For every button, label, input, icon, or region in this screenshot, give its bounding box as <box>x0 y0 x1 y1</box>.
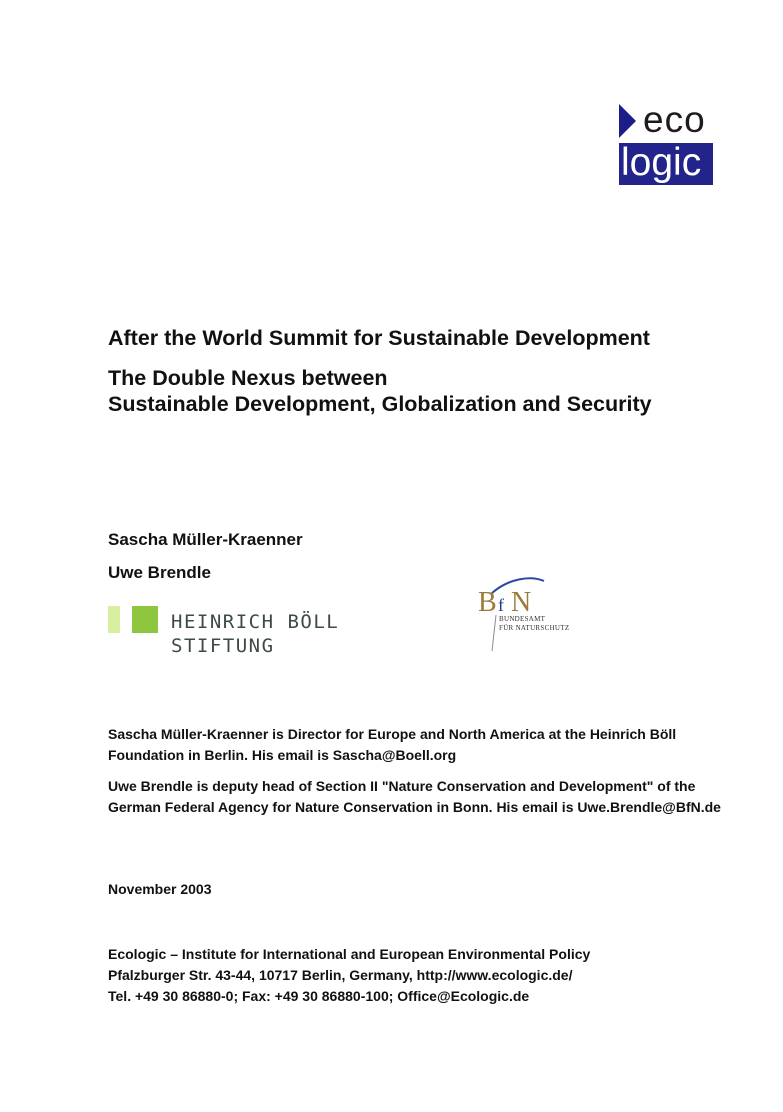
author-name: Sascha Müller-Kraenner <box>108 530 303 549</box>
heinrich-boell-logo <box>108 606 448 657</box>
bfn-logo <box>478 575 578 655</box>
bfn-letter-b: B <box>478 587 497 618</box>
document-title: After the World Summit for Sustainable Development <box>108 326 650 350</box>
play-triangle-icon <box>619 104 636 138</box>
bfn-subtitle-line-1: BUNDESAMT <box>499 615 546 623</box>
boell-logo-bar-dark <box>132 606 158 633</box>
ecologic-logo-top-text: eco <box>643 99 706 140</box>
bfn-letter-n: N <box>511 587 532 618</box>
institute-contact: Tel. +49 30 86880-0; Fax: +49 30 86880-100; Office@Ecologic.de <box>108 988 530 1004</box>
bfn-subtitle-line-2: FÜR NATURSCHUTZ <box>499 624 570 632</box>
ecologic-logo-bottom-text: logic <box>621 141 702 184</box>
institute-name: Ecologic – Institute for International and European Environmental Policy <box>108 946 591 962</box>
bfn-letter-f: f <box>498 595 504 615</box>
boell-logo-text: HEINRICH BÖLL STIFTUNG <box>171 611 340 657</box>
ecologic-logo <box>619 101 713 185</box>
author-bio: Sascha Müller-Kraenner is Director for Europe and North America at the Heinrich Böll Foundation in Berlin. His email is Sascha@Boell.org <box>108 726 677 763</box>
bfn-subtitle <box>499 615 569 633</box>
institute-address: Pfalzburger Str. 43-44, 10717 Berlin, Germany, http://www.ecologic.de/ <box>108 967 573 983</box>
document-subtitle-line-2: Sustainable Development, Globalization and Security <box>108 392 652 416</box>
author-name: Uwe Brendle <box>108 563 211 582</box>
publication-date: November 2003 <box>108 881 212 897</box>
author-bio: Uwe Brendle is deputy head of Section II "Nature Conservation and Development" of the German Federal Agency for Nature Conservation in Bonn. His email is Uwe.Brendle@BfN.de <box>108 778 721 815</box>
boell-logo-bar-light <box>108 606 120 633</box>
document-subtitle-line-1: The Double Nexus between <box>108 366 388 390</box>
